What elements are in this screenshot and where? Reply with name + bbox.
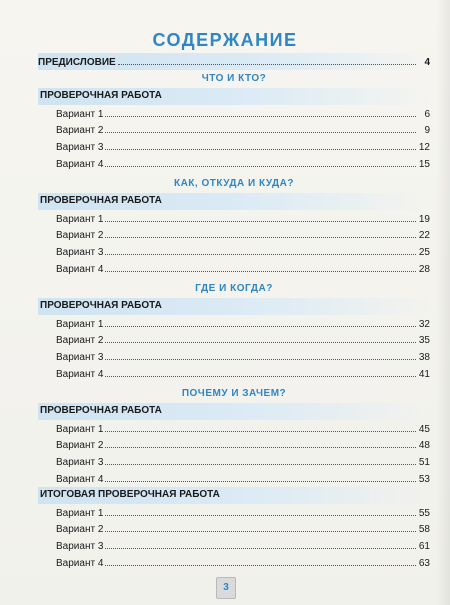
leader-dots <box>105 365 416 377</box>
final-subheading: ИТОГОВАЯ ПРОВЕРОЧНАЯ РАБОТА <box>38 487 430 504</box>
leader-dots <box>105 210 416 222</box>
leader-dots <box>105 331 416 343</box>
leader-dots <box>105 470 416 482</box>
toc-row-page: 58 <box>418 524 430 536</box>
toc-row-label: Вариант 1 <box>56 423 104 435</box>
toc-row-label: Вариант 2 <box>56 524 104 536</box>
toc-row <box>38 470 430 487</box>
toc-row-label: Вариант 3 <box>56 541 104 553</box>
toc-row-page: 53 <box>418 473 430 485</box>
toc-row-page: 32 <box>418 318 430 330</box>
toc-row-label: Вариант 4 <box>56 158 104 170</box>
toc-row-page: 15 <box>418 158 430 170</box>
toc-row-label: Вариант 2 <box>56 125 104 137</box>
toc-row-label: Вариант 3 <box>56 352 104 364</box>
page-title: СОДЕРЖАНИЕ <box>152 30 298 50</box>
toc-row <box>38 504 430 521</box>
toc-row-page: 9 <box>424 125 430 137</box>
section-subheading: ПРОВЕРОЧНАЯ РАБОТА <box>38 88 430 105</box>
toc-row <box>38 155 430 172</box>
page-edge-shadow <box>436 0 450 605</box>
section-heading-how-where: КАК, ОТКУДА И КУДА? <box>173 177 295 189</box>
toc-row-label: Вариант 2 <box>56 440 104 452</box>
leader-dots <box>105 243 416 255</box>
toc-row-label: Вариант 1 <box>56 507 104 519</box>
toc-row <box>38 105 430 122</box>
leader-dots <box>105 436 416 448</box>
leader-dots <box>105 504 416 516</box>
toc-row-page: 35 <box>418 335 430 347</box>
leader-dots <box>105 453 416 465</box>
table-of-contents <box>38 53 430 571</box>
toc-row <box>38 365 430 382</box>
toc-row <box>38 226 430 243</box>
toc-row <box>38 315 430 332</box>
leader-dots <box>105 138 416 150</box>
leader-dots <box>105 537 416 549</box>
toc-row-page: 63 <box>418 557 430 569</box>
toc-row <box>38 138 430 155</box>
toc-row-label: Вариант 1 <box>56 108 104 120</box>
toc-row <box>38 260 430 277</box>
leader-dots <box>105 420 416 432</box>
toc-row <box>38 537 430 554</box>
leader-dots <box>105 348 416 360</box>
toc-row <box>38 520 430 537</box>
toc-row-label: Вариант 2 <box>56 335 104 347</box>
toc-row <box>38 453 430 470</box>
section-heading-what-who: ЧТО И КТО? <box>201 72 267 84</box>
toc-row-page: 25 <box>418 247 430 259</box>
leader-dots <box>105 554 416 566</box>
toc-row-page: 45 <box>418 423 430 435</box>
toc-row-page: 48 <box>418 440 430 452</box>
toc-preface-label: ПРЕДИСЛОВИЕ <box>38 57 116 68</box>
section-subheading: ПРОВЕРОЧНАЯ РАБОТА <box>38 403 430 420</box>
section-subheading: ПРОВЕРОЧНАЯ РАБОТА <box>38 193 430 210</box>
toc-row-page: 6 <box>424 108 430 120</box>
toc-row-label: Вариант 1 <box>56 213 104 225</box>
toc-row-label: Вариант 3 <box>56 142 104 154</box>
section-heading-why-what-for: ПОЧЕМУ И ЗАЧЕМ? <box>181 387 287 399</box>
toc-row <box>38 436 430 453</box>
toc-preface-row <box>38 53 430 70</box>
toc-row <box>38 331 430 348</box>
toc-row-page: 55 <box>418 507 430 519</box>
leader-dots <box>105 155 416 167</box>
toc-row <box>38 243 430 260</box>
page-number: 3 <box>216 577 236 599</box>
section-subheading: ПРОВЕРОЧНАЯ РАБОТА <box>38 298 430 315</box>
toc-row-label: Вариант 4 <box>56 557 104 569</box>
section-heading-where-when: ГДЕ И КОГДА? <box>195 282 273 294</box>
toc-row <box>38 210 430 227</box>
toc-row-page: 22 <box>418 230 430 242</box>
toc-row-label: Вариант 3 <box>56 247 104 259</box>
leader-dots <box>105 121 416 133</box>
toc-preface-page: 4 <box>424 57 430 68</box>
leader-dots <box>105 315 416 327</box>
toc-row-page: 28 <box>418 263 430 275</box>
toc-row <box>38 348 430 365</box>
toc-row-page: 61 <box>418 541 430 553</box>
toc-row-label: Вариант 4 <box>56 263 104 275</box>
toc-row-label: Вариант 3 <box>56 457 104 469</box>
toc-row <box>38 121 430 138</box>
toc-row <box>38 554 430 571</box>
toc-row-label: Вариант 2 <box>56 230 104 242</box>
leader-dots <box>105 260 416 272</box>
leader-dots <box>105 520 416 532</box>
toc-row-label: Вариант 4 <box>56 368 104 380</box>
toc-row-label: Вариант 1 <box>56 318 104 330</box>
toc-row-page: 38 <box>418 352 430 364</box>
leader-dots <box>105 105 416 117</box>
leader-dots <box>105 226 416 238</box>
leader-dots <box>118 53 416 65</box>
toc-row-page: 12 <box>418 142 430 154</box>
toc-row-page: 51 <box>418 457 430 469</box>
toc-row-page: 41 <box>418 368 430 380</box>
toc-row-label: Вариант 4 <box>56 473 104 485</box>
toc-row <box>38 420 430 437</box>
toc-row-page: 19 <box>418 213 430 225</box>
